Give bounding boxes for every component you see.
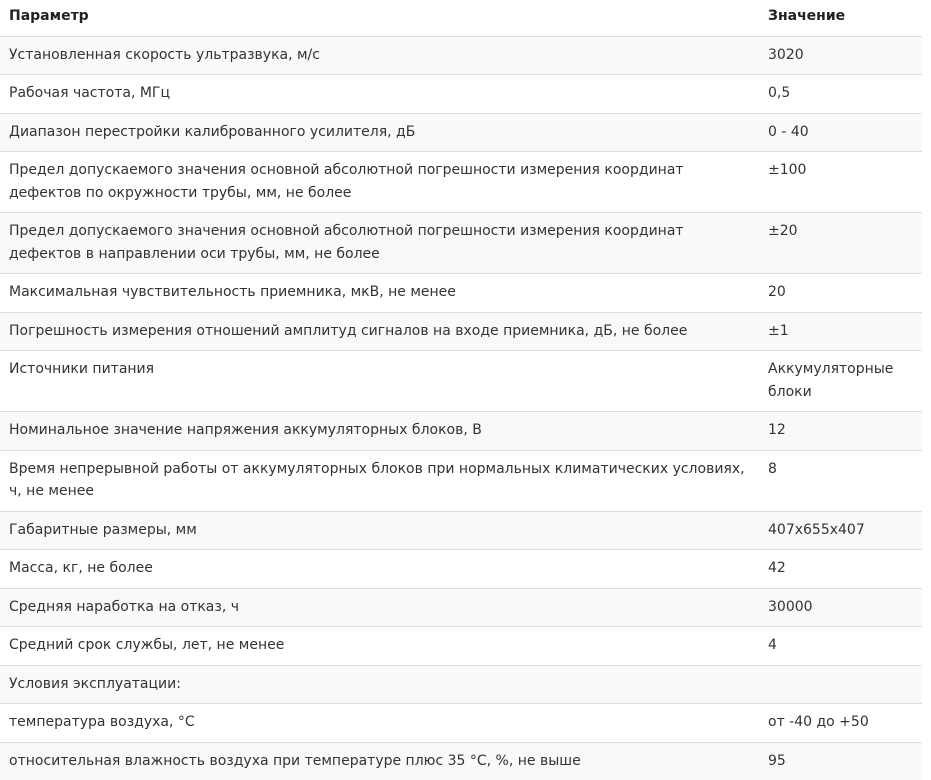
- value-cell: 20: [759, 274, 922, 313]
- table-row: [0, 274, 922, 313]
- table-body: [0, 36, 922, 780]
- table-row: [0, 412, 922, 451]
- value-cell: 0,5: [759, 75, 922, 114]
- table-row: [0, 312, 922, 351]
- parameter-cell: Максимальная чувствительность приемника, мкВ, не менее: [0, 274, 759, 313]
- header-value: Значение: [759, 0, 922, 36]
- table-header: [0, 0, 922, 36]
- value-cell: 12: [759, 412, 922, 451]
- table-row: [0, 36, 922, 75]
- parameter-cell: Масса, кг, не более: [0, 550, 759, 589]
- table-row: [0, 450, 922, 511]
- table-row: [0, 665, 922, 704]
- parameter-cell: Предел допускаемого значения основной абсолютной погрешности измерения координат дефектов в направлении оси трубы, мм, не более: [0, 213, 759, 274]
- value-cell: 8: [759, 450, 922, 511]
- parameter-cell: относительная влажность воздуха при температуре плюс 35 °С, %, не выше: [0, 742, 759, 780]
- header-row: [0, 0, 922, 36]
- table-row: [0, 627, 922, 666]
- value-cell: 95: [759, 742, 922, 780]
- value-cell: 4: [759, 627, 922, 666]
- value-cell: 407х655х407: [759, 511, 922, 550]
- parameter-cell: Средняя наработка на отказ, ч: [0, 588, 759, 627]
- table-row: [0, 742, 922, 780]
- parameter-cell: Номинальное значение напряжения аккумуляторных блоков, В: [0, 412, 759, 451]
- parameter-cell: Источники питания: [0, 351, 759, 412]
- parameter-cell: Погрешность измерения отношений амплитуд сигналов на входе приемника, дБ, не более: [0, 312, 759, 351]
- value-cell: ±1: [759, 312, 922, 351]
- value-cell: [759, 665, 922, 704]
- table-row: [0, 75, 922, 114]
- value-cell: 42: [759, 550, 922, 589]
- table-row: [0, 113, 922, 152]
- parameter-cell: Предел допускаемого значения основной абсолютной погрешности измерения координат дефектов по окружности трубы, мм, не более: [0, 152, 759, 213]
- value-cell: ±100: [759, 152, 922, 213]
- value-cell: ±20: [759, 213, 922, 274]
- value-cell: 3020: [759, 36, 922, 75]
- parameter-cell: температура воздуха, °С: [0, 704, 759, 743]
- table-row: [0, 550, 922, 589]
- parameter-cell: Условия эксплуатации:: [0, 665, 759, 704]
- value-cell: от -40 до +50: [759, 704, 922, 743]
- value-cell: 30000: [759, 588, 922, 627]
- table-row: [0, 152, 922, 213]
- parameter-cell: Установленная скорость ультразвука, м/с: [0, 36, 759, 75]
- parameter-cell: Средний срок службы, лет, не менее: [0, 627, 759, 666]
- table-row: [0, 511, 922, 550]
- value-cell: 0 - 40: [759, 113, 922, 152]
- table-row: [0, 213, 922, 274]
- value-cell: Аккумуляторные блоки: [759, 351, 922, 412]
- parameter-cell: Рабочая частота, МГц: [0, 75, 759, 114]
- table-row: [0, 704, 922, 743]
- parameter-cell: Габаритные размеры, мм: [0, 511, 759, 550]
- table-row: [0, 588, 922, 627]
- header-parameter: Параметр: [0, 0, 759, 36]
- parameter-cell: Время непрерывной работы от аккумуляторных блоков при нормальных климатических условиях, ч, не менее: [0, 450, 759, 511]
- parameter-cell: Диапазон перестройки калиброванного усилителя, дБ: [0, 113, 759, 152]
- table-row: [0, 351, 922, 412]
